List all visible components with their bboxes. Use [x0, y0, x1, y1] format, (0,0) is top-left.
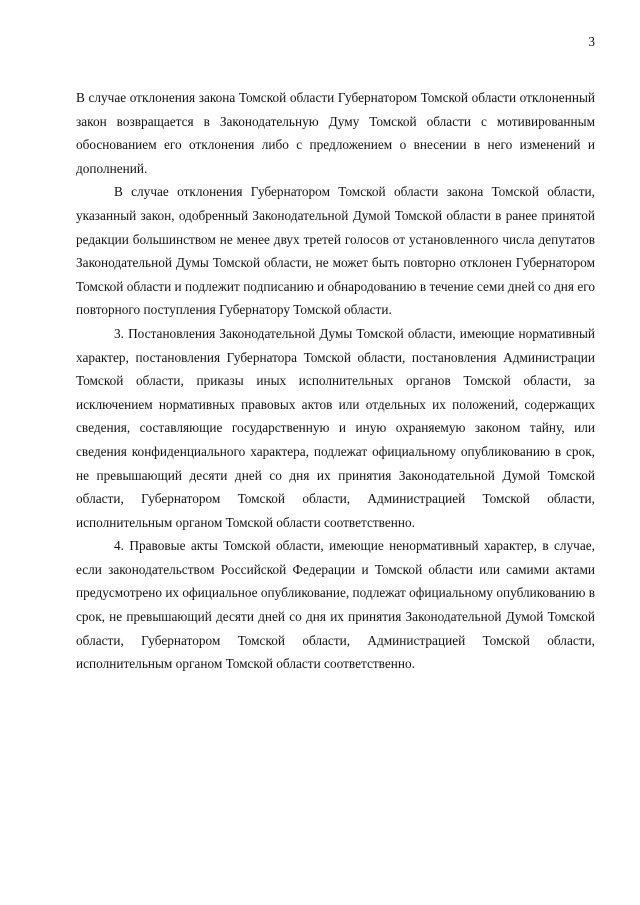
paragraph-item-3: 3. Постановления Законодательной Думы Томской области, имеющие нормативный характер, постановления Губернатора Томской области, постановления Администрации Томской области, приказы иных исполнительных органов Томской области, за исключением нормативных правовых актов или отдельных их положений, содержащих сведения, составляющие государственную и иную охраняемую законом тайну, или сведения конфиденциального характера, подлежат официальному опубликованию в срок, не превышающий десяти дней со дня их принятия Законодательной Думой Томской области, Губернатором Томской области, Администрацией Томской области, исполнительным органом Томской области соответственно.	[76, 325, 595, 530]
paragraph-item-4: 4. Правовые акты Томской области, имеющие ненормативный характер, в случае, если законодательством Российской Федерации и Томской области или самими актами предусмотрено их официальное опубликование, подлежат официальному опубликованию в срок, не превышающий десяти дней со дня их принятия Законодательной Думой Томской области, Губернатором Томской области, Администрацией Томской области, исполнительным органом Томской области соответственно.	[76, 538, 595, 672]
paragraph-veto-override: В случае отклонения Губернатором Томской области закона Томской области, указанный закон, одобренный Законодательной Думой Томской области в ранее принятой редакции большинством не менее двух третей голосов от установленного числа депутатов Законодательной Думы Томской области, не может быть повторно отклонен Губернатором Томской области и подлежит подписанию и обнародованию в течение семи дней со дня его повторного поступления Губернатору Томской области.	[76, 184, 595, 318]
document-body	[76, 86, 595, 676]
page-number: 3	[588, 34, 595, 49]
paragraph-veto-return: В случае отклонения закона Томской области Губернатором Томской области отклоненный закон возвращается в Законодательную Думу Томской области с мотивированным обоснованием его отклонения либо с предложением о внесении в него изменений и дополнений.	[76, 90, 595, 176]
